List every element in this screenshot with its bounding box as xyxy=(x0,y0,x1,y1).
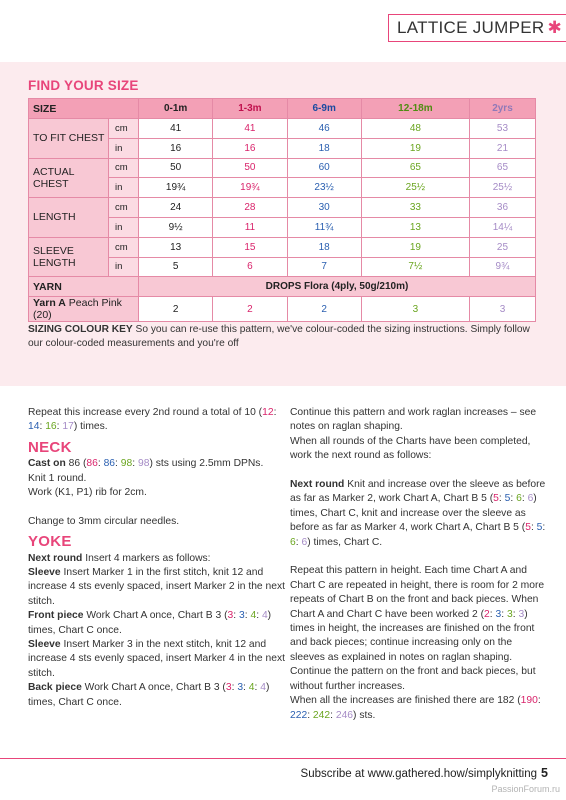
value-cell: 46 xyxy=(287,119,361,139)
bold-label: Sleeve xyxy=(28,567,61,579)
value-cell: 65 xyxy=(361,158,469,178)
yarn-a-label xyxy=(29,297,139,322)
value-cell: 25½ xyxy=(361,178,469,198)
row-label-actual-chest: ACTUAL CHEST xyxy=(29,158,109,198)
unit-cell: in xyxy=(109,138,139,158)
value-cell: 11 xyxy=(213,217,287,237)
neck-change: Change to 3mm circular needles. xyxy=(28,515,180,527)
value-cell: 48 xyxy=(361,119,469,139)
size-header-row xyxy=(29,99,536,119)
size-value: 3 xyxy=(518,608,525,620)
value-cell: 13 xyxy=(361,217,469,237)
size-value: 12 xyxy=(262,407,274,418)
yoke-heading: YOKE xyxy=(28,533,72,551)
text-span: Insert 4 markers as follows: xyxy=(82,552,211,564)
unit-cell: in xyxy=(109,217,139,237)
size-value: 2 xyxy=(484,608,490,620)
unit-cell: cm xyxy=(109,237,139,257)
subscribe-link[interactable]: Subscribe at www.gathered.how/simplyknitting xyxy=(300,768,538,780)
size-value: 5 xyxy=(504,493,511,505)
right-p4: Repeat this pattern in height. Each time Chart A and Chart C are repeated in height, there is room for 2 more repeats of Chart B on the front and back pieces. When Chart A and Chart C have been worked 2 (2: 3: 3: 3) times in height, the increases are finished on the front and back pieces; continue increasing only on the sleeves as explained in notes on raglan shaping. Continue the pattern on the front and back pieces, but without further increases. xyxy=(290,565,545,692)
value-cell: 15 xyxy=(213,237,287,257)
size-value: 3 xyxy=(495,608,502,620)
yoke-next-round xyxy=(28,552,290,566)
right-p5: When all the increases are finished there are 182 (190: 222: 242: 246) sts. xyxy=(290,695,541,721)
unit-cell: cm xyxy=(109,119,139,139)
value-cell: 9½ xyxy=(139,217,213,237)
yarn-row xyxy=(29,277,536,297)
yarn-a-label-rest: Peach Pink (20) xyxy=(33,297,122,322)
value-cell: 41 xyxy=(139,119,213,139)
text-span: ) times, Chart C once. xyxy=(28,682,270,708)
size-value: 5 xyxy=(536,522,543,534)
size-value: 4 xyxy=(250,610,257,622)
text-span: ) times, Chart C once. xyxy=(28,610,272,636)
text-span: ) times. xyxy=(73,421,108,433)
value-cell: 2 xyxy=(213,297,287,322)
value-cell: 24 xyxy=(139,198,213,218)
size-col-0: 0-1m xyxy=(139,99,213,119)
size-value: 3 xyxy=(225,682,232,694)
value-cell: 7½ xyxy=(361,257,469,277)
size-col-1: 1-3m xyxy=(213,99,287,119)
yoke-front-piece: Front piece Work Chart A once, Chart B 3 (3: 3: 4: 4) times, Chart C once. xyxy=(28,610,272,636)
size-value: 86 xyxy=(103,458,116,470)
row-label-length: LENGTH xyxy=(29,198,109,238)
yoke-sleeve-2 xyxy=(28,638,290,681)
neck-cast-on: Cast on 86 (86: 86: 98: 98) sts using 2.5mm DPNs. xyxy=(28,458,264,470)
size-value: 4 xyxy=(260,682,266,694)
size-value: 3 xyxy=(239,610,245,622)
value-cell: 18 xyxy=(287,237,361,257)
table-row xyxy=(29,237,536,257)
value-cell: 5 xyxy=(139,257,213,277)
pattern-title: LATTICE JUMPER xyxy=(397,18,545,37)
size-value: 5 xyxy=(525,522,531,534)
yarn-label: YARN xyxy=(29,277,139,297)
row-label-to-fit-chest: TO FIT CHEST xyxy=(29,119,109,159)
bold-label: Cast on xyxy=(28,458,66,470)
unit-cell: cm xyxy=(109,158,139,178)
value-cell: 41 xyxy=(213,119,287,139)
key-text: So you can re-use this pattern, we've colour-coded the sizing instructions. Simply follow our colour-coded measurements and you're off xyxy=(28,324,530,349)
footer xyxy=(301,766,548,780)
value-cell: 23½ xyxy=(287,178,361,198)
value-cell: 6 xyxy=(213,257,287,277)
text-span: ) times in height, the increases are finished on the front and back pieces; continue increasing only on the sleeves as explained in notes on raglan shaping. Continue the pattern on the front and back pieces, but without further increases. xyxy=(290,608,536,692)
value-cell: 3 xyxy=(361,297,469,322)
value-cell: 60 xyxy=(287,158,361,178)
size-value: 3 xyxy=(506,608,513,620)
text-span: ) sts using 2.5mm DPNs. xyxy=(149,458,264,470)
bold-label: Front piece xyxy=(28,610,84,622)
size-value: 242 xyxy=(312,709,331,721)
right-p1: Continue this pattern and work raglan increases – see notes on raglan shaping. xyxy=(290,407,537,433)
value-cell: 25 xyxy=(469,237,535,257)
value-cell: 9¾ xyxy=(469,257,535,277)
value-cell: 18 xyxy=(287,138,361,158)
value-cell: 16 xyxy=(213,138,287,158)
value-cell: 65 xyxy=(469,158,535,178)
yoke-sleeve-1 xyxy=(28,566,290,609)
intro-paragraph: Repeat this increase every 2nd round a total of 10 (12: 14: 16: 17) times. xyxy=(28,407,277,433)
neck-knit: Knit 1 round. xyxy=(28,472,87,484)
neck-heading: NECK xyxy=(28,438,72,456)
size-col-4: 2yrs xyxy=(469,99,535,119)
value-cell: 36 xyxy=(469,198,535,218)
size-value: 98 xyxy=(137,458,150,470)
value-cell: 11¾ xyxy=(287,217,361,237)
footer-divider xyxy=(0,758,566,759)
yarn-a-row xyxy=(29,297,536,322)
text-span: Insert Marker 1 in the first stitch, knit 12 and increase 4 sts evenly spaced, insert Marker 2 in the next stitch. xyxy=(28,567,285,607)
yoke-back-piece: Back piece Work Chart A once, Chart B 3 (3: 3: 4: 4) times, Chart C once. xyxy=(28,682,270,708)
size-value: 6 xyxy=(290,536,296,548)
value-cell: 3 xyxy=(469,297,535,322)
page-number: 5 xyxy=(541,766,548,780)
size-value: 246 xyxy=(335,709,354,721)
bold-label: Next round xyxy=(28,552,83,564)
value-cell: 2 xyxy=(139,297,213,322)
text-span: 86 ( xyxy=(65,458,87,470)
value-cell: 16 xyxy=(139,138,213,158)
size-value: 17 xyxy=(62,421,74,433)
left-column xyxy=(28,406,290,710)
right-p3: Next round Knit and increase over the sleeve as before as far as Marker 2, work Chart A, Chart B 5 (5: 5: 6: 6) times, Chart C, knit and increase over the sleeve as before as far as Marker 4, work Chart A, Chart B 5 (5: 5: 6: 6) times, Chart C. xyxy=(290,479,546,548)
right-p2: When all rounds of the Charts have been completed, work the next round as follows: xyxy=(290,435,531,462)
text-span: Knit and increase over the sleeve as before as far as Marker 2, work Chart A, Chart B 5 ( xyxy=(290,479,546,505)
unit-cell: cm xyxy=(109,198,139,218)
key-bold: SIZING COLOUR KEY xyxy=(28,324,133,335)
value-cell: 7 xyxy=(287,257,361,277)
size-value: 6 xyxy=(301,536,308,548)
value-cell: 19 xyxy=(361,237,469,257)
watermark: PassionForum.ru xyxy=(491,784,560,794)
size-value: 86 xyxy=(86,458,98,470)
sizing-colour-key xyxy=(28,323,538,351)
find-size-title: FIND YOUR SIZE xyxy=(28,78,139,93)
text-span: ) times, Chart C, knit and increase over the sleeve as before as far as Marker 4, work Chart A, Chart B 5 ( xyxy=(290,493,537,534)
text-span: Repeat this increase every 2nd round a total of 10 ( xyxy=(28,407,263,418)
size-value: 4 xyxy=(261,610,268,622)
table-row xyxy=(29,198,536,218)
value-cell: 30 xyxy=(287,198,361,218)
value-cell: 21 xyxy=(469,138,535,158)
size-table xyxy=(28,98,536,322)
value-cell: 14¼ xyxy=(469,217,535,237)
neck-rib: Work (K1, P1) rib for 2cm. xyxy=(28,487,147,499)
size-value: 5 xyxy=(493,493,499,505)
size-value: 4 xyxy=(248,682,255,694)
unit-cell: in xyxy=(109,178,139,198)
value-cell: 25½ xyxy=(469,178,535,198)
title-tab xyxy=(388,14,566,42)
star-icon: ✱ xyxy=(547,18,562,37)
value-cell: 19¾ xyxy=(213,178,287,198)
text-span: Repeat this pattern in height. Each time Chart A and Chart C are repeated in height, there is room for 2 more repeats of Chart B on the front and back pieces. When Chart A and Chart C have been worked 2 ( xyxy=(290,565,545,620)
table-row xyxy=(29,119,536,139)
value-cell: 2 xyxy=(287,297,361,322)
size-value: 6 xyxy=(516,493,522,505)
value-cell: 50 xyxy=(139,158,213,178)
value-cell: 53 xyxy=(469,119,535,139)
text-span: ) times, Chart C. xyxy=(307,536,383,548)
table-row xyxy=(29,158,536,178)
value-cell: 19 xyxy=(361,138,469,158)
value-cell: 33 xyxy=(361,198,469,218)
row-label-sleeve-length: SLEEVE LENGTH xyxy=(29,237,109,277)
text-span: Work Chart A once, Chart B 3 ( xyxy=(81,682,226,694)
size-value: 190 xyxy=(520,695,538,707)
size-label: SIZE xyxy=(29,99,139,119)
size-col-3: 12-18m xyxy=(361,99,469,119)
size-value: 6 xyxy=(527,493,534,505)
bold-label: Back piece xyxy=(28,682,82,694)
unit-cell: in xyxy=(109,257,139,277)
value-cell: 50 xyxy=(213,158,287,178)
yarn-a-label-bold: Yarn A xyxy=(33,297,66,310)
size-col-2: 6-9m xyxy=(287,99,361,119)
size-value: 3 xyxy=(227,610,234,622)
value-cell: 19¾ xyxy=(139,178,213,198)
text-span: Work Chart A once, Chart B 3 ( xyxy=(83,610,228,622)
size-value: 14 xyxy=(28,421,40,433)
bold-label: Sleeve xyxy=(28,639,61,651)
size-value: 16 xyxy=(45,421,57,433)
right-column xyxy=(290,406,548,723)
yarn-value: DROPS Flora (4ply, 50g/210m) xyxy=(139,277,536,297)
size-value: 3 xyxy=(237,682,244,694)
value-cell: 28 xyxy=(213,198,287,218)
text-span: ) sts. xyxy=(353,709,376,721)
size-value: 222 xyxy=(290,709,308,721)
text-span: Insert Marker 3 in the next stitch, knit 12 and increase 4 sts evenly spaced, insert Marker 4 in the next stitch. xyxy=(28,639,285,679)
text-span: When all the increases are finished there are 182 ( xyxy=(290,695,521,707)
value-cell: 13 xyxy=(139,237,213,257)
bold-label: Next round xyxy=(290,479,345,491)
size-value: 98 xyxy=(120,458,133,470)
